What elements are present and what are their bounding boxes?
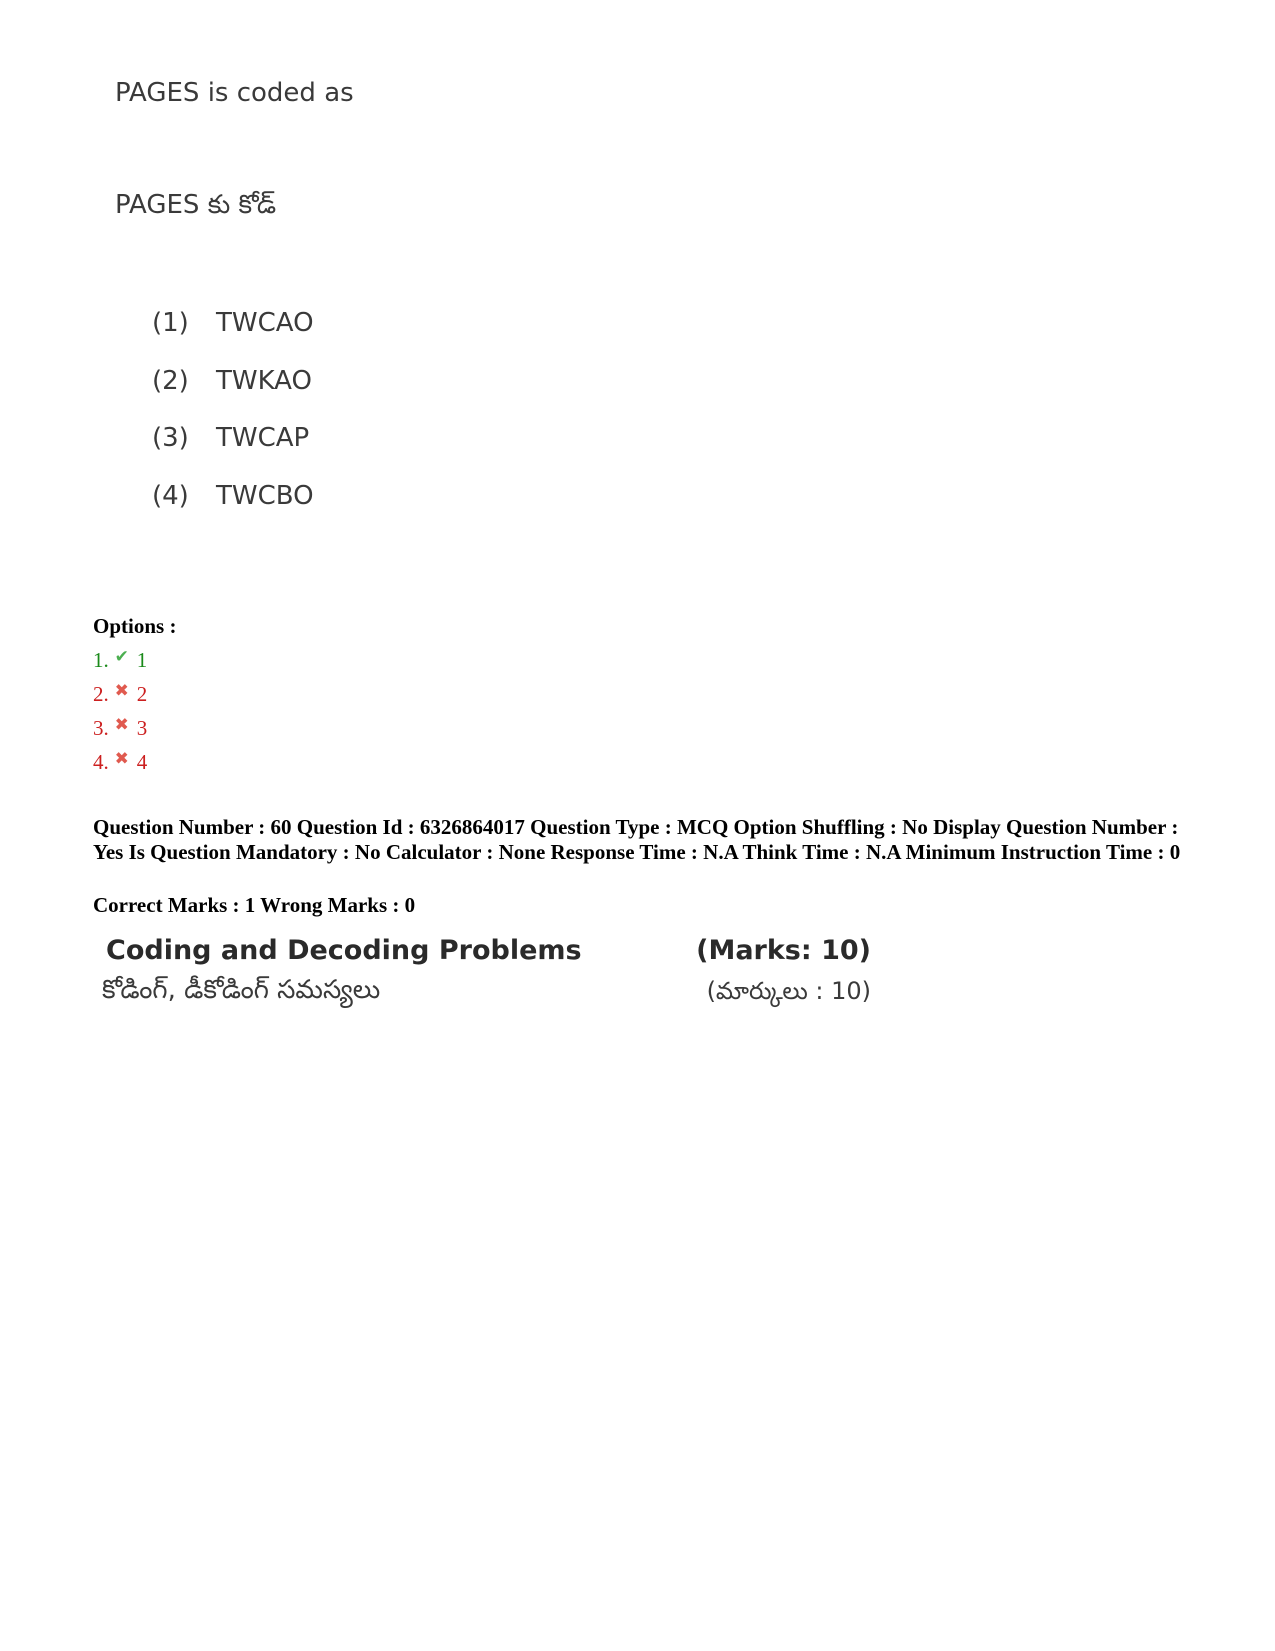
section-title-telugu: కోడింగ్, డీకోడింగ్ సమస్యలు bbox=[102, 975, 381, 1005]
question-text-english: PAGES is coded as bbox=[115, 78, 354, 108]
choice-text: TWCAP bbox=[216, 423, 310, 453]
cross-icon: ✖ bbox=[114, 749, 129, 768]
question-choice bbox=[152, 366, 312, 396]
question-choice bbox=[152, 481, 314, 511]
section-marks-telugu: (మార్కులు : 10) bbox=[706, 977, 871, 1005]
option-value: 1 bbox=[136, 648, 148, 672]
option-index: 3. bbox=[93, 716, 109, 740]
section-title-english: Coding and Decoding Problems bbox=[106, 935, 582, 966]
choice-number: (2) bbox=[152, 366, 189, 396]
choice-text: TWKAO bbox=[216, 366, 312, 396]
option-item bbox=[93, 682, 147, 707]
choice-text: TWCBO bbox=[216, 481, 314, 511]
option-value: 4 bbox=[136, 750, 148, 774]
question-choice bbox=[152, 423, 309, 453]
cross-icon: ✖ bbox=[114, 715, 129, 734]
option-value: 2 bbox=[136, 682, 148, 706]
choice-text: TWCAO bbox=[216, 308, 314, 338]
choice-number: (3) bbox=[152, 423, 189, 453]
option-item bbox=[93, 648, 147, 673]
cross-icon: ✖ bbox=[114, 681, 129, 700]
question-choice bbox=[152, 308, 314, 338]
question-marks: Correct Marks : 1 Wrong Marks : 0 bbox=[93, 893, 416, 917]
check-icon: ✔ bbox=[114, 647, 129, 666]
option-index: 1. bbox=[93, 648, 109, 672]
question-text-telugu: PAGES కు కోడ్ bbox=[115, 190, 277, 220]
option-item bbox=[93, 716, 147, 741]
option-value: 3 bbox=[136, 716, 148, 740]
choice-number: (4) bbox=[152, 481, 189, 511]
section-header bbox=[96, 933, 886, 1013]
choice-number: (1) bbox=[152, 308, 189, 338]
section-marks-english: (Marks: 10) bbox=[696, 935, 871, 966]
option-index: 4. bbox=[93, 750, 109, 774]
options-label: Options : bbox=[93, 614, 177, 638]
option-index: 2. bbox=[93, 682, 109, 706]
option-item bbox=[93, 750, 147, 775]
question-meta: Question Number : 60 Question Id : 6326864017 Question Type : MCQ Option Shuffling : No Display Question Number : Yes Is Question Mandatory : No Calculator : None Response Time : N.A Think Time : N.A Minimum Instruction Time : 0 bbox=[93, 815, 1181, 864]
